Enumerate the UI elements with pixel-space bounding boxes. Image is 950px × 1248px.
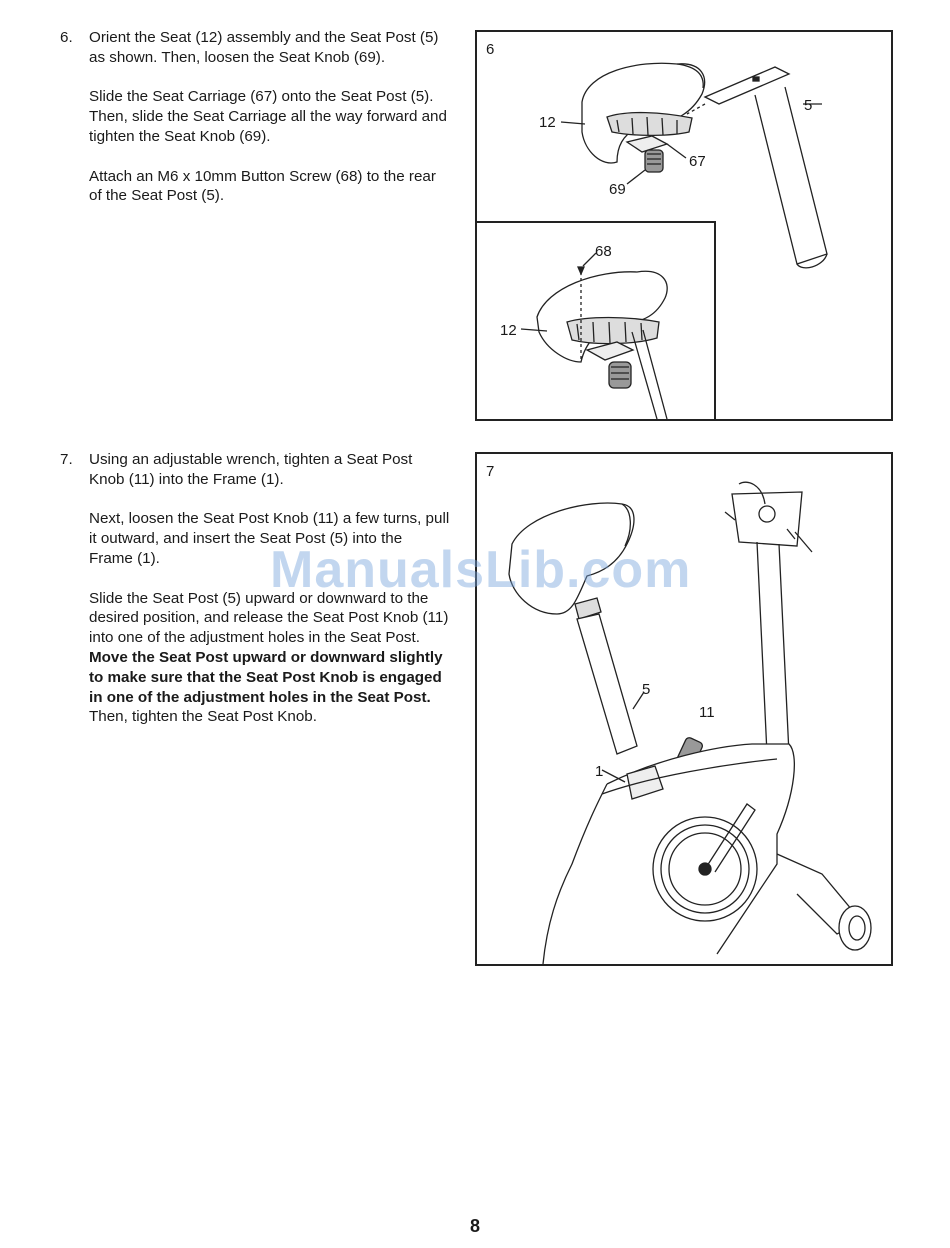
step-text: Slide the Seat Post (5) upward or downward to the desired position, and release the Seat Post Knob (11) into one of the adjustment holes in the Seat Post. — [89, 589, 449, 647]
callout-seat-post-knob: 11 — [699, 704, 715, 721]
step-paragraph: Attach an M6 x 10mm Button Screw (68) to the rear of the Seat Post (5). — [89, 167, 436, 205]
callout-seat-post: 5 — [804, 97, 813, 114]
console-mount-illustration — [725, 482, 812, 754]
callout-button-screw: 68 — [595, 243, 612, 260]
step-paragraph: Next, loosen the Seat Post Knob (11) a few turns, pull it outward, and insert the Seat Post (5) into the Frame (1). — [89, 510, 450, 567]
callout-seat-carriage: 67 — [689, 153, 706, 170]
watermark: ManualsLib.com — [270, 541, 692, 599]
callout-seat-knob: 69 — [609, 181, 626, 198]
figure-label: 6 — [486, 41, 495, 58]
step-paragraph: Using an adjustable wrench, tighten a Seat Post Knob (11) into the Frame (1). — [89, 451, 413, 488]
frame-illustration — [543, 744, 871, 964]
callout-seat: 12 — [539, 114, 556, 131]
step-number: 6. — [60, 29, 73, 46]
callout-seat-post: 5 — [642, 681, 651, 698]
callout-frame: 1 — [595, 763, 604, 780]
figure-label: 7 — [486, 463, 495, 480]
seat-post-illustration — [577, 614, 637, 794]
seat-illustration — [582, 63, 705, 172]
step-text: Then, tighten the Seat Post Knob. — [89, 708, 317, 726]
inset-seat-illustration — [537, 267, 667, 419]
figure-6 — [475, 30, 893, 421]
callout-seat-inset: 12 — [500, 322, 517, 339]
page-number: 8 — [469, 1216, 480, 1236]
step-paragraph: Orient the Seat (12) assembly and the Seat Post (5) as shown. Then, loosen the Seat Knob (69). — [89, 29, 439, 66]
step-number: 7. — [60, 451, 73, 468]
step-paragraph — [89, 589, 450, 728]
figure-6-illustration — [477, 32, 891, 419]
step-paragraph: Slide the Seat Carriage (67) onto the Seat Post (5). Then, slide the Seat Carriage all the way forward and tighten the Seat Knob (69). — [89, 88, 447, 145]
step-6-instructions — [60, 28, 450, 226]
figure-7-illustration — [477, 454, 891, 964]
figure-7 — [475, 452, 893, 966]
step-warning-text: Move the Seat Post upward or downward slightly to make sure that the Seat Post Knob is engaged in one of the adjustment holes in the Seat Post. — [89, 648, 443, 706]
